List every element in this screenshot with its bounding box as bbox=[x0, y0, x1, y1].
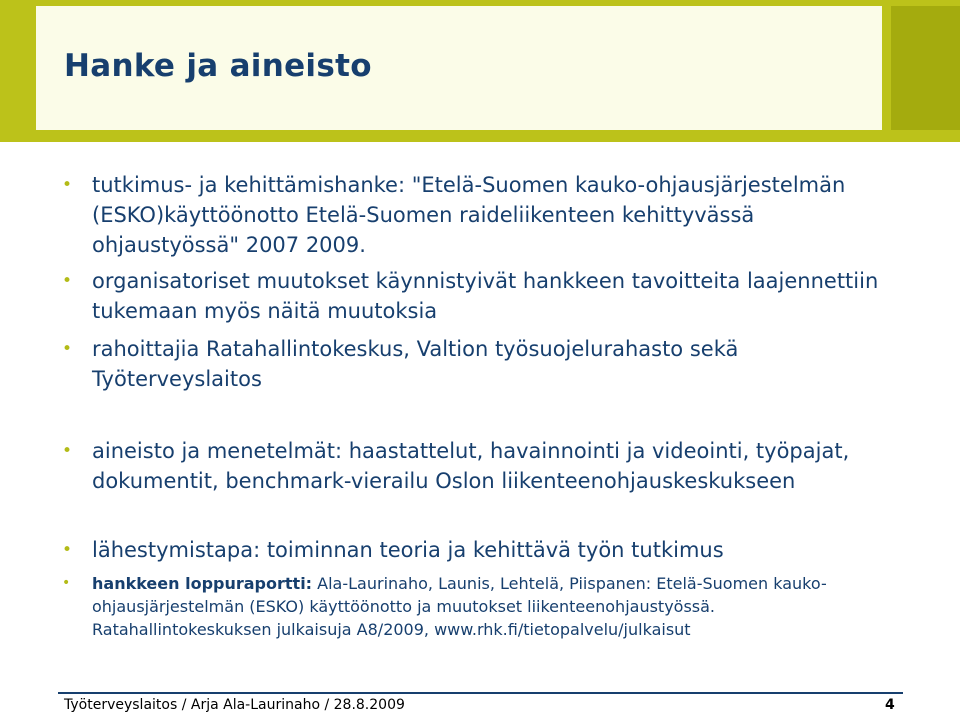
bullet-text: organisatoriset muutokset käynnistyivät hankkeen tavoitteita laajennettiin tukemaan myös näitä muutoksia bbox=[92, 269, 879, 323]
footer-text: Työterveyslaitos / Arja Ala-Laurinaho / 28.8.2009 bbox=[64, 697, 405, 713]
bullet-item bbox=[62, 535, 882, 565]
bullet-dot: • bbox=[62, 339, 73, 359]
bullet-text: lähestymistapa: toiminnan teoria ja kehittävä työn tutkimus bbox=[92, 538, 724, 562]
bullet-item bbox=[62, 170, 882, 260]
report-text bbox=[92, 572, 882, 641]
report-label: hankkeen loppuraportti: bbox=[92, 574, 313, 593]
report-link[interactable]: www.rhk.fi/tietopalvelu/julkaisut bbox=[434, 620, 691, 639]
bullet-item bbox=[62, 266, 882, 326]
page-number: 4 bbox=[885, 697, 895, 713]
bullet-text: tutkimus- ja kehittämishanke: "Etelä-Suomen kauko-ohjausjärjestelmän (ESKO)käyttöönotto Etelä-Suomen raideliikenteen kehittyvässä ohjaustyössä" 2007 2009. bbox=[92, 173, 846, 257]
bullet-dot: • bbox=[62, 540, 73, 560]
bullet-item bbox=[62, 334, 882, 394]
bullet-dot: • bbox=[62, 175, 73, 195]
bullet-text: rahoittajia Ratahallintokeskus, Valtion työsuojelurahasto sekä Työterveyslaitos bbox=[92, 337, 739, 391]
footer-divider bbox=[58, 692, 903, 694]
bullet-dot: • bbox=[62, 271, 73, 291]
bullet-text: aineisto ja menetelmät: haastattelut, havainnointi ja videointi, työpajat, dokumentit, benchmark-vierailu Oslon liikenteenohjauskeskukseen bbox=[92, 439, 850, 493]
report-body: Ala-Laurinaho, Launis, Lehtelä, Piispanen: Etelä-Suomen kauko-ohjausjärjestelmän (ESKO) käyttöönotto ja muutokset liikenteenohjaustyössä. Ratahallintokeskuksen julkaisuja A8/2009, bbox=[92, 574, 827, 639]
bullet-item bbox=[62, 436, 882, 496]
bullet-item-report bbox=[62, 572, 882, 641]
bullet-dot: • bbox=[62, 575, 71, 591]
bullet-dot: • bbox=[62, 441, 73, 461]
slide-title: Hanke ja aineisto bbox=[64, 48, 372, 84]
